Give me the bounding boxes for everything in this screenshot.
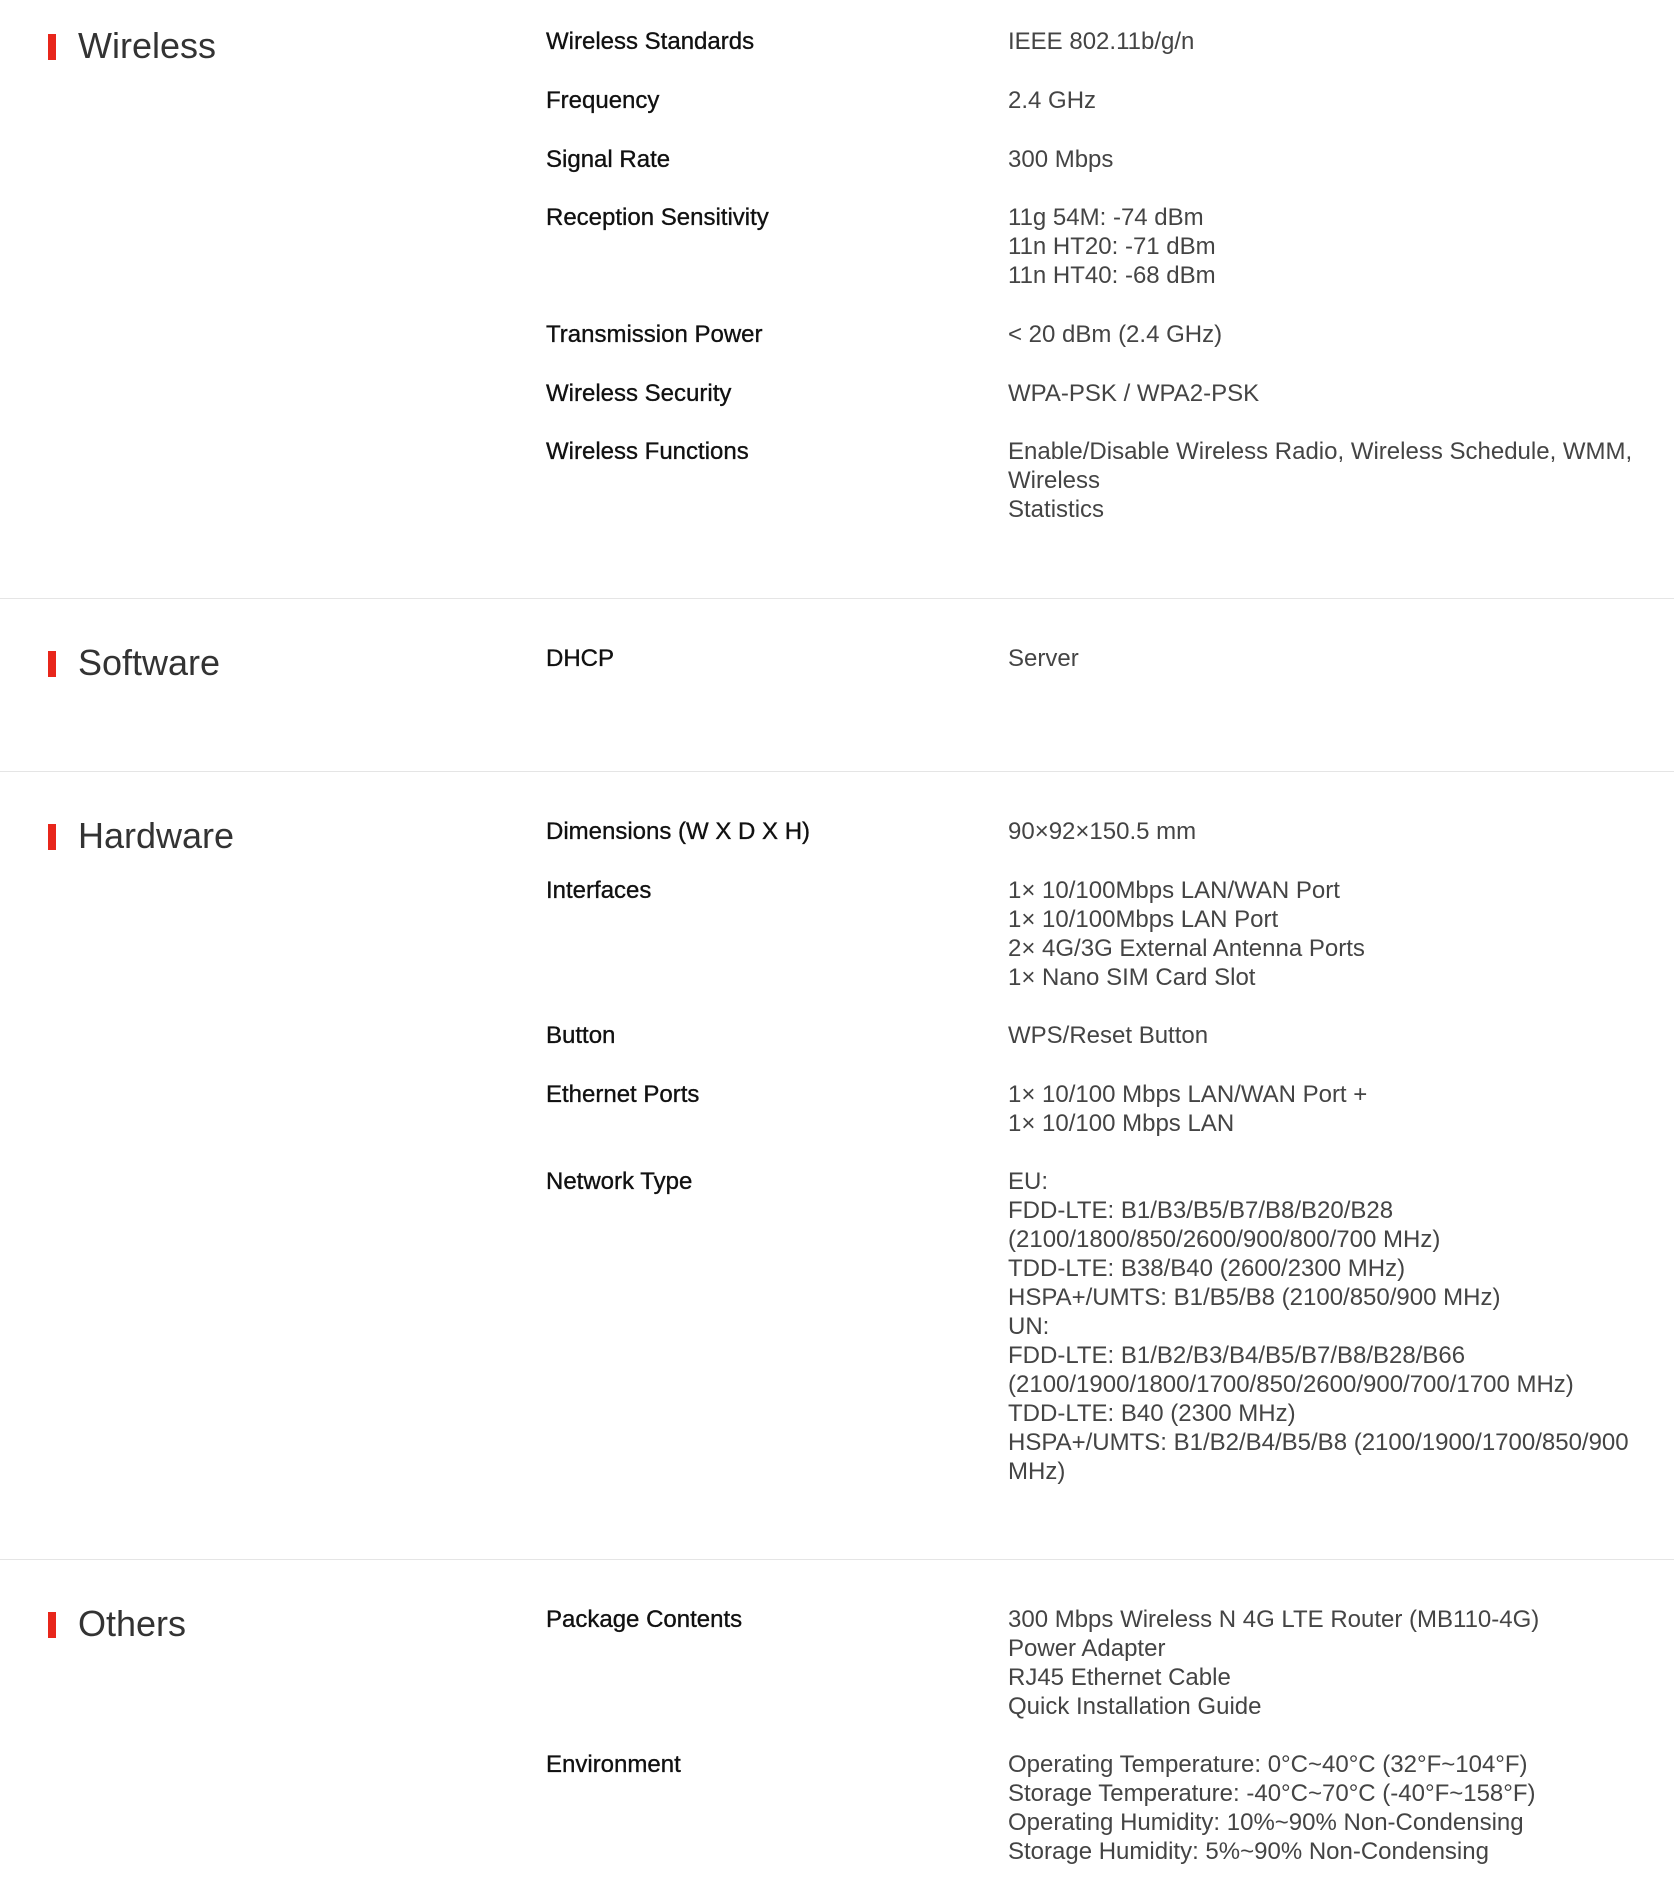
spec-label: Reception Sensitivity — [546, 204, 769, 231]
spec-label: Wireless Functions — [546, 438, 749, 465]
spec-value: 300 Mbps Wireless N 4G LTE Router (MB110-4G) Power Adapter RJ45 Ethernet Cable Quick Installation Guide — [1008, 1606, 1540, 1720]
spec-value: Server — [1008, 645, 1079, 672]
spec-label: Interfaces — [546, 877, 652, 904]
spec-label: Transmission Power — [546, 321, 763, 348]
spec-label: Button — [546, 1022, 616, 1049]
section-marker — [48, 651, 56, 677]
spec-value: 1× 10/100Mbps LAN/WAN Port 1× 10/100Mbps LAN Port 2× 4G/3G External Antenna Ports 1× Nano SIM Card Slot — [1008, 877, 1365, 991]
section-title: Others — [48, 1602, 186, 1646]
spec-value: 300 Mbps — [1008, 146, 1114, 173]
section-marker — [48, 824, 56, 850]
section-marker — [48, 1612, 56, 1638]
section-divider — [0, 1559, 1674, 1560]
section-title: Hardware — [48, 814, 234, 858]
spec-label: Package Contents — [546, 1606, 743, 1633]
spec-value: 1× 10/100 Mbps LAN/WAN Port + 1× 10/100 Mbps LAN — [1008, 1081, 1368, 1137]
spec-value: 11g 54M: -74 dBm 11n HT20: -71 dBm 11n HT40: -68 dBm — [1008, 204, 1216, 289]
section-divider — [0, 771, 1674, 772]
section-title: Software — [48, 641, 220, 685]
spec-label: DHCP — [546, 645, 615, 672]
spec-label: Wireless Security — [546, 380, 732, 407]
section-marker — [48, 34, 56, 60]
spec-label: Ethernet Ports — [546, 1081, 700, 1108]
spec-value: < 20 dBm (2.4 GHz) — [1008, 321, 1223, 348]
spec-value: IEEE 802.11b/g/n — [1008, 28, 1195, 55]
spec-label: Signal Rate — [546, 146, 671, 173]
section-divider — [0, 598, 1674, 599]
section-title: Wireless — [48, 24, 216, 68]
spec-value: Enable/Disable Wireless Radio, Wireless Schedule, WMM, Wireless Statistics — [1008, 438, 1633, 523]
spec-value: EU: FDD-LTE: B1/B3/B5/B7/B8/B20/B28 (2100/1800/850/2600/900/800/700 MHz) TDD-LTE: B38/B40 (2600/2300 MHz) HSPA+/UMTS: B1/B5/B8 (2100/850/900 MHz) UN: FDD-LTE: B1/B2/B3/B4/B5/B7/B8/B28/B66 (2100/1900/1800/1700/850/2600/900/700/1700 MHz) TDD-LTE: B40 (2300 MHz) HSPA+/UMTS: B1/B2/B4/B5/B8 (2100/1900/1700/850/900 MHz) — [1008, 1168, 1629, 1485]
spec-value: WPA-PSK / WPA2-PSK — [1008, 380, 1260, 407]
spec-label: Wireless Standards — [546, 28, 755, 55]
spec-value: WPS/Reset Button — [1008, 1022, 1209, 1049]
spec-label: Frequency — [546, 87, 660, 114]
spec-value: Operating Temperature: 0°C~40°C (32°F~104°F) Storage Temperature: -40°C~70°C (-40°F~158°F) Operating Humidity: 10%~90% Non-Condensing Storage Humidity: 5%~90% Non-Condensing — [1008, 1751, 1536, 1865]
spec-label: Dimensions (W X D X H) — [546, 818, 811, 845]
spec-value: 90×92×150.5 mm — [1008, 818, 1197, 845]
spec-value: 2.4 GHz — [1008, 87, 1097, 114]
spec-label: Network Type — [546, 1168, 693, 1195]
spec-label: Environment — [546, 1751, 681, 1778]
